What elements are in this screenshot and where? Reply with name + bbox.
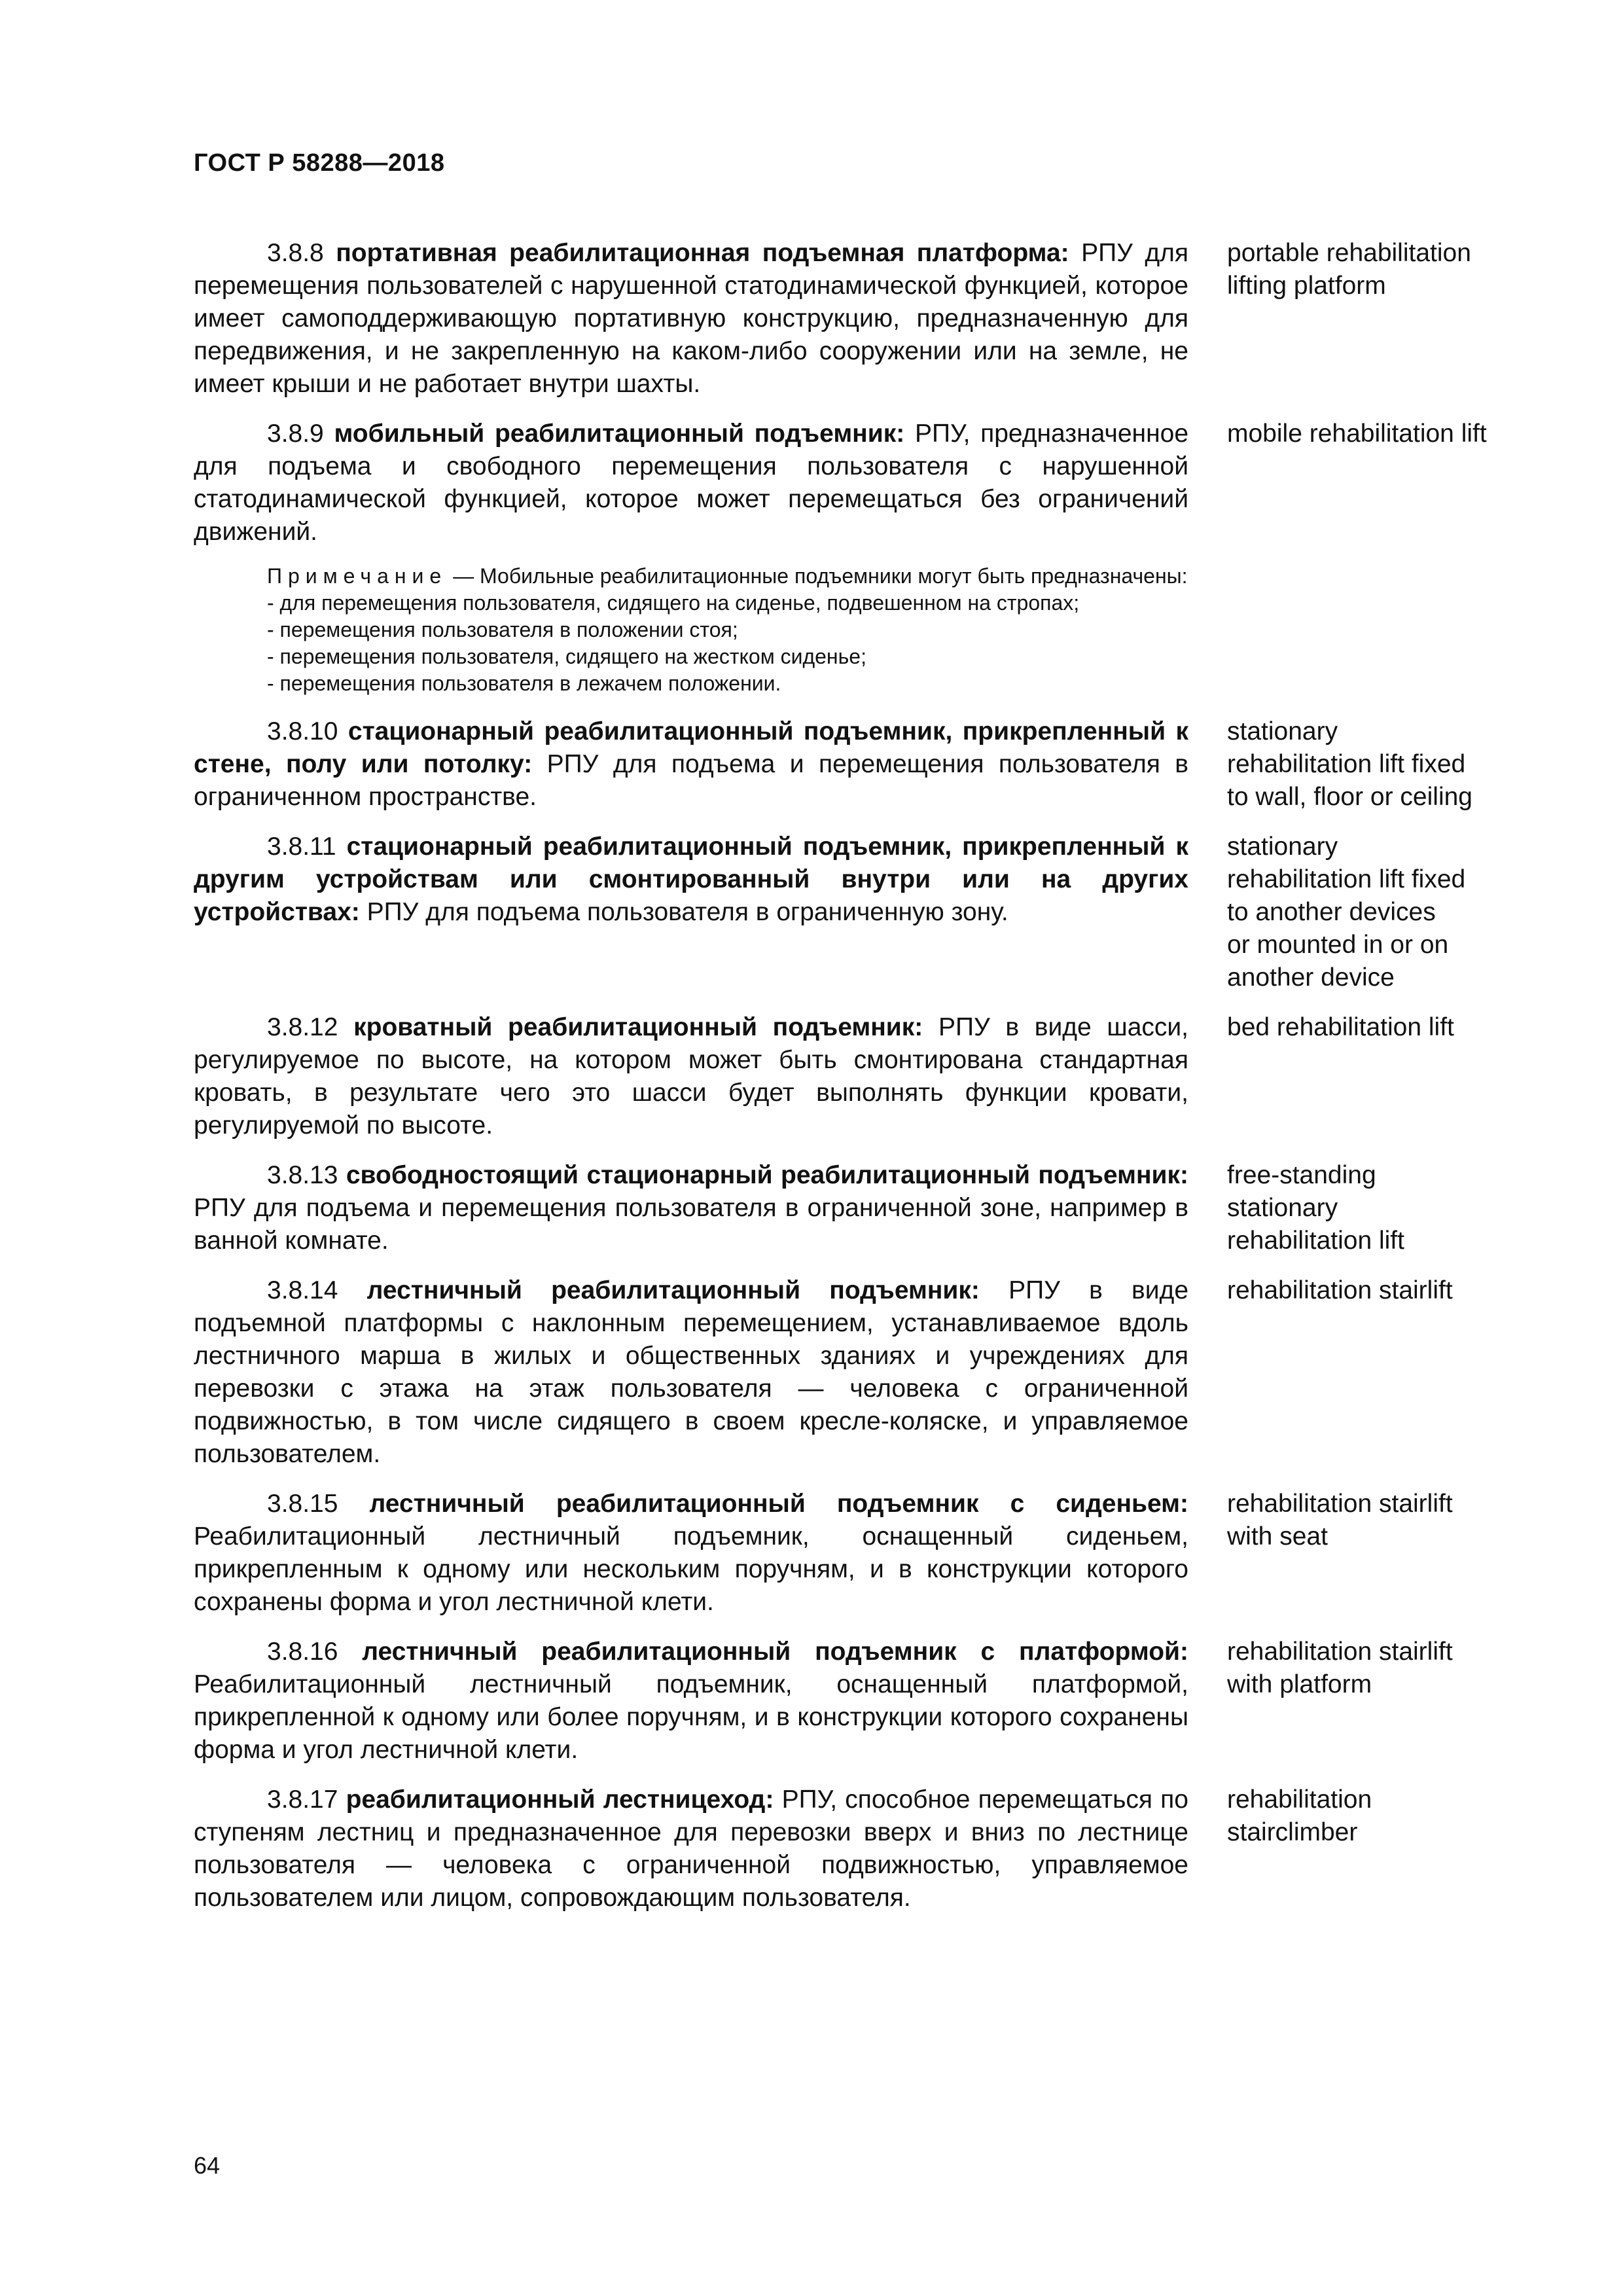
term-number: 3.8.13 — [267, 1161, 338, 1189]
english-equivalent: mobile rehabilitation lift — [1227, 420, 1487, 448]
term-text: Реабилитационный лестничный подъемник, оснащенный платформой, прикрепленной к одному или более поручням, и в конструкции которого сохранены форма и угол лестничной клети. — [194, 1670, 1188, 1764]
term-title: стационарный реабилитационный подъемник, прикрепленный к стене, полу или потолку: — [194, 717, 1188, 778]
term-definition — [194, 831, 1188, 929]
term-text: Реабилитационный лестничный подъемник, оснащенный сиденьем, прикрепленным к одному или нескольким поручням, и в конструкции которого сохранены форма и угол лестничной клети. — [194, 1522, 1188, 1616]
term-entry-3-8-12 — [194, 1011, 1529, 1142]
note-list-item: - перемещения пользователя в лежачем положении. — [267, 672, 781, 695]
page-number: 64 — [194, 2152, 221, 2179]
term-definition — [194, 1274, 1188, 1471]
term-number: 3.8.16 — [267, 1638, 338, 1666]
term-text: РПУ, способное перемещаться по ступеням лестниц и предназначенное для перевозки вверх и вниз по лестнице пользователя — человека с ограниченной подвижностью, управляемое пользователем или лицом, сопровождающим пользователя. — [194, 1785, 1188, 1912]
term-number: 3.8.15 — [267, 1490, 338, 1518]
term-number: 3.8.11 — [267, 833, 336, 861]
english-equivalent: rehabilitation stairclimber — [1227, 1785, 1372, 1846]
term-number: 3.8.9 — [267, 420, 324, 448]
english-equivalent: rehabilitation stairlift with seat — [1227, 1490, 1453, 1551]
term-title: лестничный реабилитационный подъемник с сиденьем: — [369, 1490, 1188, 1518]
english-equivalent: bed rehabilitation lift — [1227, 1013, 1454, 1041]
term-title: лестничный реабилитационный подъемник: — [366, 1276, 980, 1304]
term-entry-3-8-9 — [194, 418, 1529, 548]
term-number: 3.8.14 — [267, 1276, 338, 1304]
note-label: Примечание — [267, 564, 448, 588]
term-text: РПУ для подъема и перемещения пользователя в ограниченном пространстве. — [194, 750, 1188, 811]
term-text: РПУ в виде подъемной платформы с наклонным перемещением, устанавливаемое вдоль лестничного марша в жилых и общественных зданиях и учреждениях для перевозки с этажа на этаж пользователя — человека с ограниченной подвижностью, в том числе сидящего в своем кресле-коляске, и управляемое пользователем. — [194, 1276, 1189, 1468]
term-entry-3-8-13 — [194, 1159, 1529, 1257]
term-entry-3-8-17 — [194, 1784, 1529, 1914]
english-equivalent: rehabilitation stairlift — [1227, 1276, 1453, 1304]
term-definition — [194, 1636, 1188, 1767]
term-entry-3-8-16 — [194, 1636, 1529, 1767]
note-list-item: - перемещения пользователя в положении стоя; — [267, 618, 738, 641]
english-equivalent: portable rehabilitation lifting platform — [1227, 239, 1471, 300]
term-definition — [194, 237, 1188, 401]
term-entry-3-8-11 — [194, 831, 1529, 994]
term-title: стационарный реабилитационный подъемник, прикрепленный к другим устройствам или смонтированный внутри или на других устройствах: — [194, 833, 1188, 926]
term-number: 3.8.12 — [267, 1013, 338, 1041]
term-definition — [194, 1011, 1188, 1142]
term-definition — [194, 715, 1188, 814]
note-list-item: - перемещения пользователя, сидящего на жестком сиденье; — [267, 645, 866, 668]
term-number: 3.8.17 — [267, 1785, 338, 1814]
english-equivalent: stationary rehabilitation lift fixed to wall, floor or ceiling — [1227, 717, 1472, 811]
term-number: 3.8.10 — [267, 717, 338, 745]
term-definition — [194, 1488, 1188, 1619]
term-title: мобильный реабилитационный подъемник: — [334, 420, 905, 448]
term-definition — [194, 418, 1188, 548]
term-title: свободностоящий стационарный реабилитационный подъемник: — [346, 1161, 1188, 1189]
term-title: кроватный реабилитационный подъемник: — [353, 1013, 923, 1041]
term-title: лестничный реабилитационный подъемник с платформой: — [362, 1638, 1188, 1666]
term-title: портативная реабилитационная подъемная платформа: — [336, 239, 1069, 267]
note-intro — [194, 563, 1188, 590]
note-list-item: - для перемещения пользователя, сидящего на сиденье, подвешенном на стропах; — [267, 591, 1080, 615]
note-intro-text: — Мобильные реабилитационные подъемники могут быть предназначены: — [453, 564, 1188, 588]
english-equivalent: rehabilitation stairlift with platform — [1227, 1638, 1453, 1698]
term-text: РПУ для подъема и перемещения пользователя в ограниченной зоне, например в ванной комнате. — [194, 1194, 1188, 1255]
term-text: РПУ для перемещения пользователей с нарушенной статодинамической функцией, которое имеет самоподдерживающую портативную конструкцию, предназначенную для передвижения, и не закрепленную на каком-либо сооружении или на земле, не имеет крыши и не работает внутри шахты. — [194, 239, 1189, 398]
term-definition — [194, 1784, 1188, 1914]
note-block — [194, 563, 1188, 697]
term-text: РПУ, предназначенное для подъема и свободного перемещения пользователя с нарушенной статодинамической функцией, которое может перемещаться без ограничений движений. — [194, 420, 1189, 546]
english-equivalent: stationary rehabilitation lift fixed to another devices or mounted in or on another device — [1227, 833, 1466, 992]
term-entry-3-8-8 — [194, 237, 1529, 401]
term-title: реабилитационный лестницеход: — [346, 1785, 774, 1814]
terms-list — [194, 237, 1529, 1931]
english-equivalent: free-standing stationary rehabilitation lift — [1227, 1161, 1404, 1255]
term-entry-3-8-14 — [194, 1274, 1529, 1471]
term-entry-3-8-15 — [194, 1488, 1529, 1619]
term-number: 3.8.8 — [267, 239, 324, 267]
term-definition — [194, 1159, 1188, 1257]
term-entry-3-8-10 — [194, 715, 1529, 814]
document-header: ГОСТ Р 58288—2018 — [194, 149, 445, 177]
term-text: РПУ для подъема пользователя в ограниченную зону. — [366, 898, 1008, 926]
term-text: РПУ в виде шасси, регулируемое по высоте, на котором может быть смонтирована стандартная кровать, в результате чего это шасси будет выполнять функции кровати, регулируемой по высоте. — [194, 1013, 1189, 1139]
